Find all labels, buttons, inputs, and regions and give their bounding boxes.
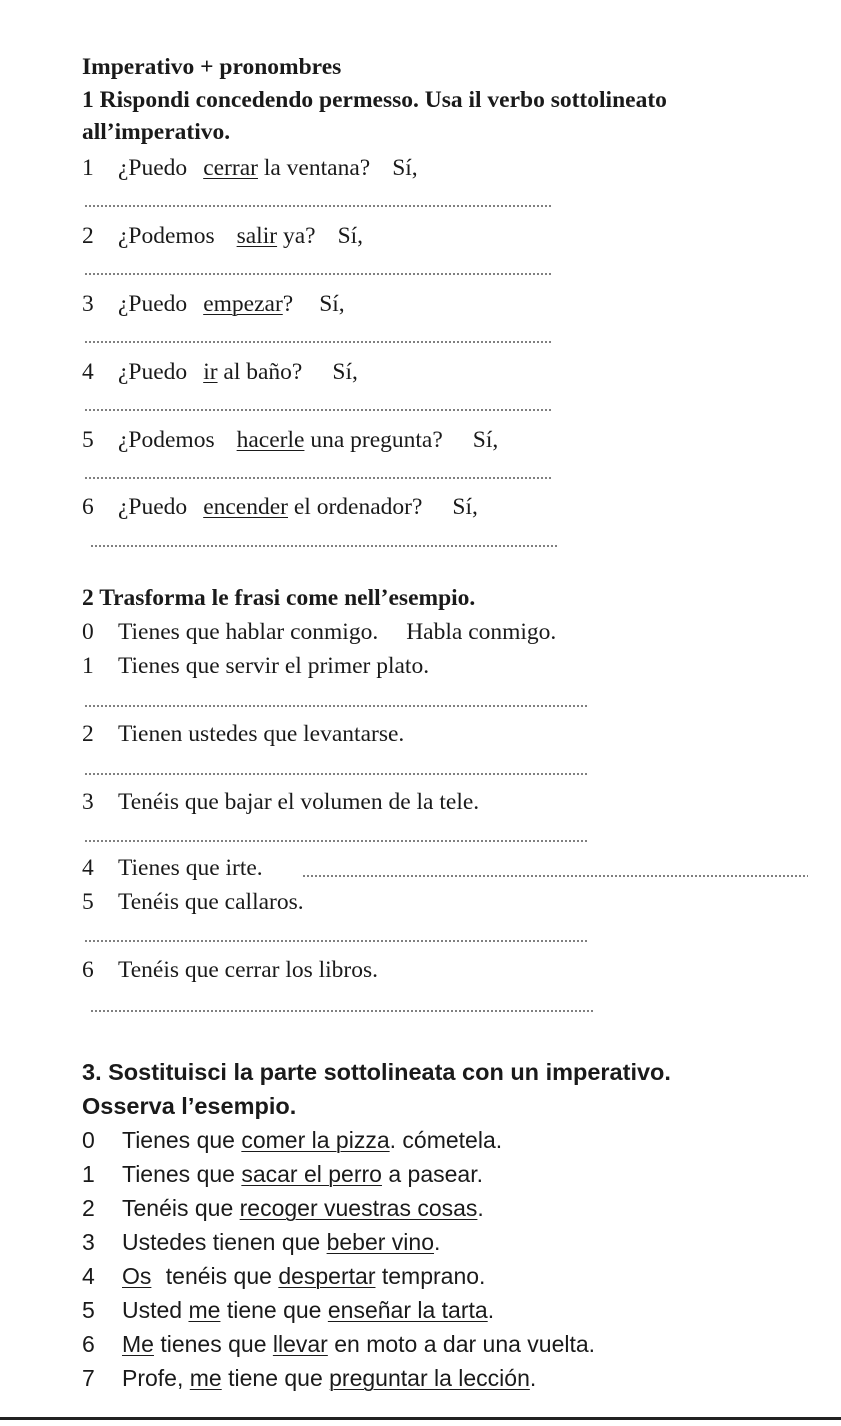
item-text: temprano.: [375, 1263, 486, 1289]
item-text: Usted: [122, 1297, 189, 1323]
item-number: 6: [82, 957, 94, 983]
item-number: 1: [82, 1161, 95, 1187]
answer-start: Sí,: [319, 291, 345, 317]
item-rest: la ventana?: [263, 155, 371, 181]
underlined-verb: ir: [203, 359, 218, 385]
s1-item-6: [82, 492, 478, 522]
item-text: tenéis que: [159, 1263, 279, 1289]
item-number: 0: [82, 1127, 95, 1153]
item-text: . cómetela.: [389, 1127, 503, 1153]
s3-item-0: [82, 1125, 502, 1155]
item-number: 7: [82, 1365, 95, 1391]
item-text: Tienes que: [122, 1161, 242, 1187]
s1-item-4: [82, 357, 358, 387]
item-sentence: Tenéis que bajar el volumen de la tele.: [118, 789, 480, 815]
answer-dotted-line: [84, 341, 552, 343]
item-text: tiene que: [220, 1297, 328, 1323]
section3-heading-line2: Osserva l’esempio.: [82, 1093, 297, 1119]
item-number: 1: [82, 155, 94, 181]
item-rest: una pregunta?: [310, 427, 443, 453]
item-text: Ustedes tienen que: [122, 1229, 327, 1255]
item-sentence: Tienen ustedes que levantarse.: [118, 721, 405, 747]
item-number: 3: [82, 291, 94, 317]
item-text: Tienes que: [122, 1127, 242, 1153]
item-text: Profe,: [122, 1365, 190, 1391]
item-number: 6: [82, 1331, 95, 1357]
s2-item-4: [82, 853, 263, 883]
answer-dotted-line: [84, 273, 552, 275]
s3-item-5: [82, 1295, 494, 1325]
s3-item-4: [82, 1261, 485, 1291]
item-text: a pasear.: [381, 1161, 483, 1187]
item-number: 4: [82, 1263, 95, 1289]
item-number: 1: [82, 653, 94, 679]
item-rest: el ordenador?: [293, 494, 423, 520]
underlined-verb: salir: [236, 223, 278, 249]
item-number: 0: [82, 619, 94, 645]
item-number: 2: [82, 721, 94, 747]
item-number: 4: [82, 855, 94, 881]
item-prefix: ¿Podemos: [118, 427, 215, 453]
item-text: tiene que: [221, 1365, 330, 1391]
underlined-pronoun: me: [189, 1365, 222, 1391]
answer-dotted-line: [84, 477, 552, 479]
answer-start: Sí,: [337, 223, 364, 249]
underlined-verb: empezar: [203, 291, 283, 317]
item-number: 5: [82, 889, 94, 915]
s2-example: [82, 617, 556, 647]
underlined-pronoun: me: [188, 1297, 221, 1323]
answer-dotted-line: [84, 840, 588, 842]
item-sentence: Tienes que irte.: [118, 855, 263, 881]
item-text: .: [529, 1365, 537, 1391]
item-number: 4: [82, 359, 94, 385]
answer-dotted-line: [84, 409, 552, 411]
item-rest: ?: [282, 291, 294, 317]
underlined-pronoun: Me: [122, 1331, 154, 1357]
s2-item-6: [82, 955, 378, 985]
section1-heading-line1: 1 Rispondi concedendo permesso. Usa il verbo sottolineato: [82, 87, 667, 113]
s2-item-5: [82, 887, 304, 917]
item-number: 5: [82, 1297, 95, 1323]
answer-dotted-line: [84, 940, 588, 942]
section3-heading-line1: 3. Sostituisci la parte sottolineata con un imperativo.: [82, 1059, 671, 1085]
answer-start: Sí,: [452, 494, 478, 520]
section2-heading: 2 Trasforma le frasi come nell’esempio.: [82, 585, 476, 611]
example-sentence: Tienes que hablar conmigo.: [118, 619, 379, 645]
item-text: en moto a dar una vuelta.: [327, 1331, 596, 1357]
underlined-part: enseñar la tarta: [327, 1297, 488, 1323]
underlined-part: despertar: [278, 1263, 376, 1289]
underlined-part: beber vino: [326, 1229, 435, 1255]
item-number: 2: [82, 1195, 95, 1221]
item-sentence: Tienes que servir el primer plato.: [118, 653, 430, 679]
bottom-rule: [0, 1417, 841, 1420]
item-rest: ya?: [282, 223, 316, 249]
item-text: tienes que: [153, 1331, 273, 1357]
s1-item-3: [82, 289, 345, 319]
answer-dotted-line: [90, 545, 558, 547]
page-title: Imperativo + pronombres: [82, 54, 342, 80]
item-text: .: [487, 1297, 495, 1323]
item-number: 3: [82, 1229, 95, 1255]
underlined-part: comer la pizza: [241, 1127, 390, 1153]
item-number: 6: [82, 494, 94, 520]
answer-dotted-line: [302, 875, 808, 877]
underlined-part: recoger vuestras cosas: [239, 1195, 478, 1221]
answer-start: Sí,: [392, 155, 418, 181]
answer-dotted-line: [90, 1010, 594, 1012]
underlined-pronoun: Os: [122, 1263, 152, 1289]
s3-item-6: [82, 1329, 595, 1359]
s3-item-2: [82, 1193, 484, 1223]
item-text: Tenéis que: [122, 1195, 240, 1221]
item-prefix: ¿Puedo: [118, 155, 188, 181]
section1-heading-line2: all’imperativo.: [82, 119, 231, 145]
item-rest: al baño?: [223, 359, 303, 385]
item-sentence: Tenéis que callaros.: [118, 889, 304, 915]
s3-item-1: [82, 1159, 483, 1189]
s2-item-2: [82, 719, 404, 749]
underlined-verb: encender: [203, 494, 288, 520]
underlined-part: sacar el perro: [241, 1161, 382, 1187]
item-number: 3: [82, 789, 94, 815]
item-text: .: [477, 1195, 484, 1221]
answer-start: Sí,: [472, 427, 499, 453]
s2-item-1: [82, 651, 429, 681]
answer-dotted-line: [84, 705, 588, 707]
item-text: .: [434, 1229, 441, 1255]
answer-start: Sí,: [332, 359, 358, 385]
item-sentence: Tenéis que cerrar los libros.: [118, 957, 379, 983]
item-prefix: ¿Puedo: [118, 291, 188, 317]
s3-item-3: [82, 1227, 440, 1257]
underlined-part: preguntar la lección: [329, 1365, 530, 1391]
s1-item-5: [82, 425, 498, 455]
s3-item-7: [82, 1363, 536, 1393]
s1-item-1: [82, 153, 418, 183]
answer-dotted-line: [84, 205, 552, 207]
underlined-verb: hacerle: [236, 427, 305, 453]
underlined-verb: cerrar: [203, 155, 258, 181]
item-number: 2: [82, 223, 94, 249]
item-prefix: ¿Puedo: [118, 494, 188, 520]
item-number: 5: [82, 427, 94, 453]
s2-item-3: [82, 787, 479, 817]
example-answer: Habla conmigo.: [406, 619, 557, 645]
item-prefix: ¿Puedo: [118, 359, 188, 385]
answer-dotted-line: [84, 773, 588, 775]
underlined-part: llevar: [272, 1331, 328, 1357]
item-prefix: ¿Podemos: [118, 223, 215, 249]
s1-item-2: [82, 221, 363, 251]
